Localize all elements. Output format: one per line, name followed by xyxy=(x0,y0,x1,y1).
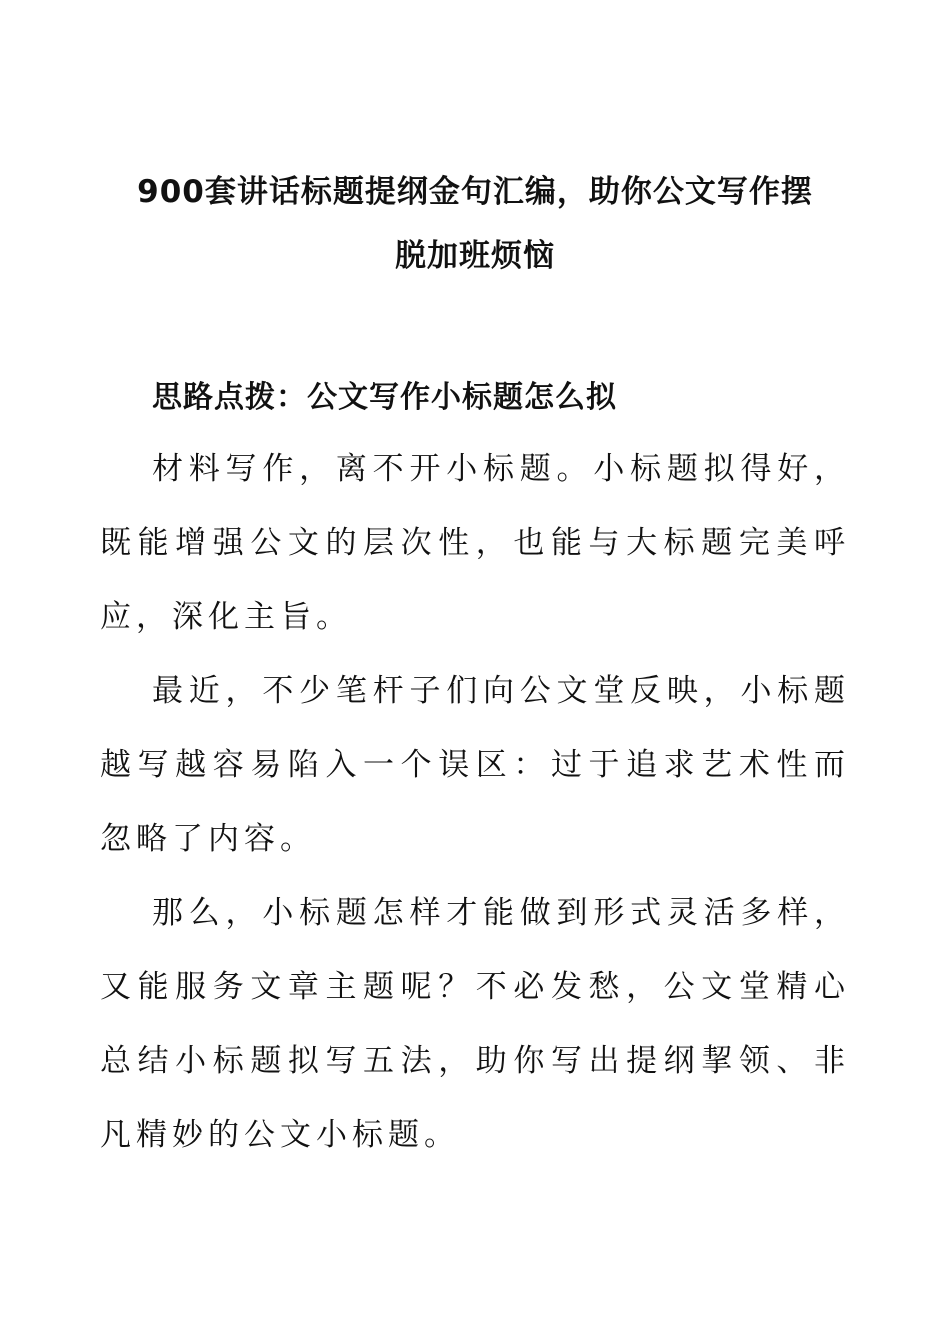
paragraph-2: 最近，不少笔杆子们向公文堂反映，小标题越写越容易陷入一个误区：过于追求艺术性而忽略了内容。 xyxy=(100,673,850,857)
document-title-line-1: 900套讲话标题提纲金句汇编，助你公文写作摆 xyxy=(137,174,813,210)
section-heading: 思路点拨：公文写作小标题怎么拟 xyxy=(152,380,617,415)
document-title xyxy=(100,160,850,288)
document-title-line-2: 脱加班烦恼 xyxy=(395,238,555,274)
paragraph-3: 那么，小标题怎样才能做到形式灵活多样，又能服务文章主题呢？不必发愁，公文堂精心总结小标题拟写五法，助你写出提纲挈领、非凡精妙的公文小标题。 xyxy=(100,895,850,1153)
paragraph-1: 材料写作，离不开小标题。小标题拟得好，既能增强公文的层次性，也能与大标题完美呼应，深化主旨。 xyxy=(100,451,850,635)
